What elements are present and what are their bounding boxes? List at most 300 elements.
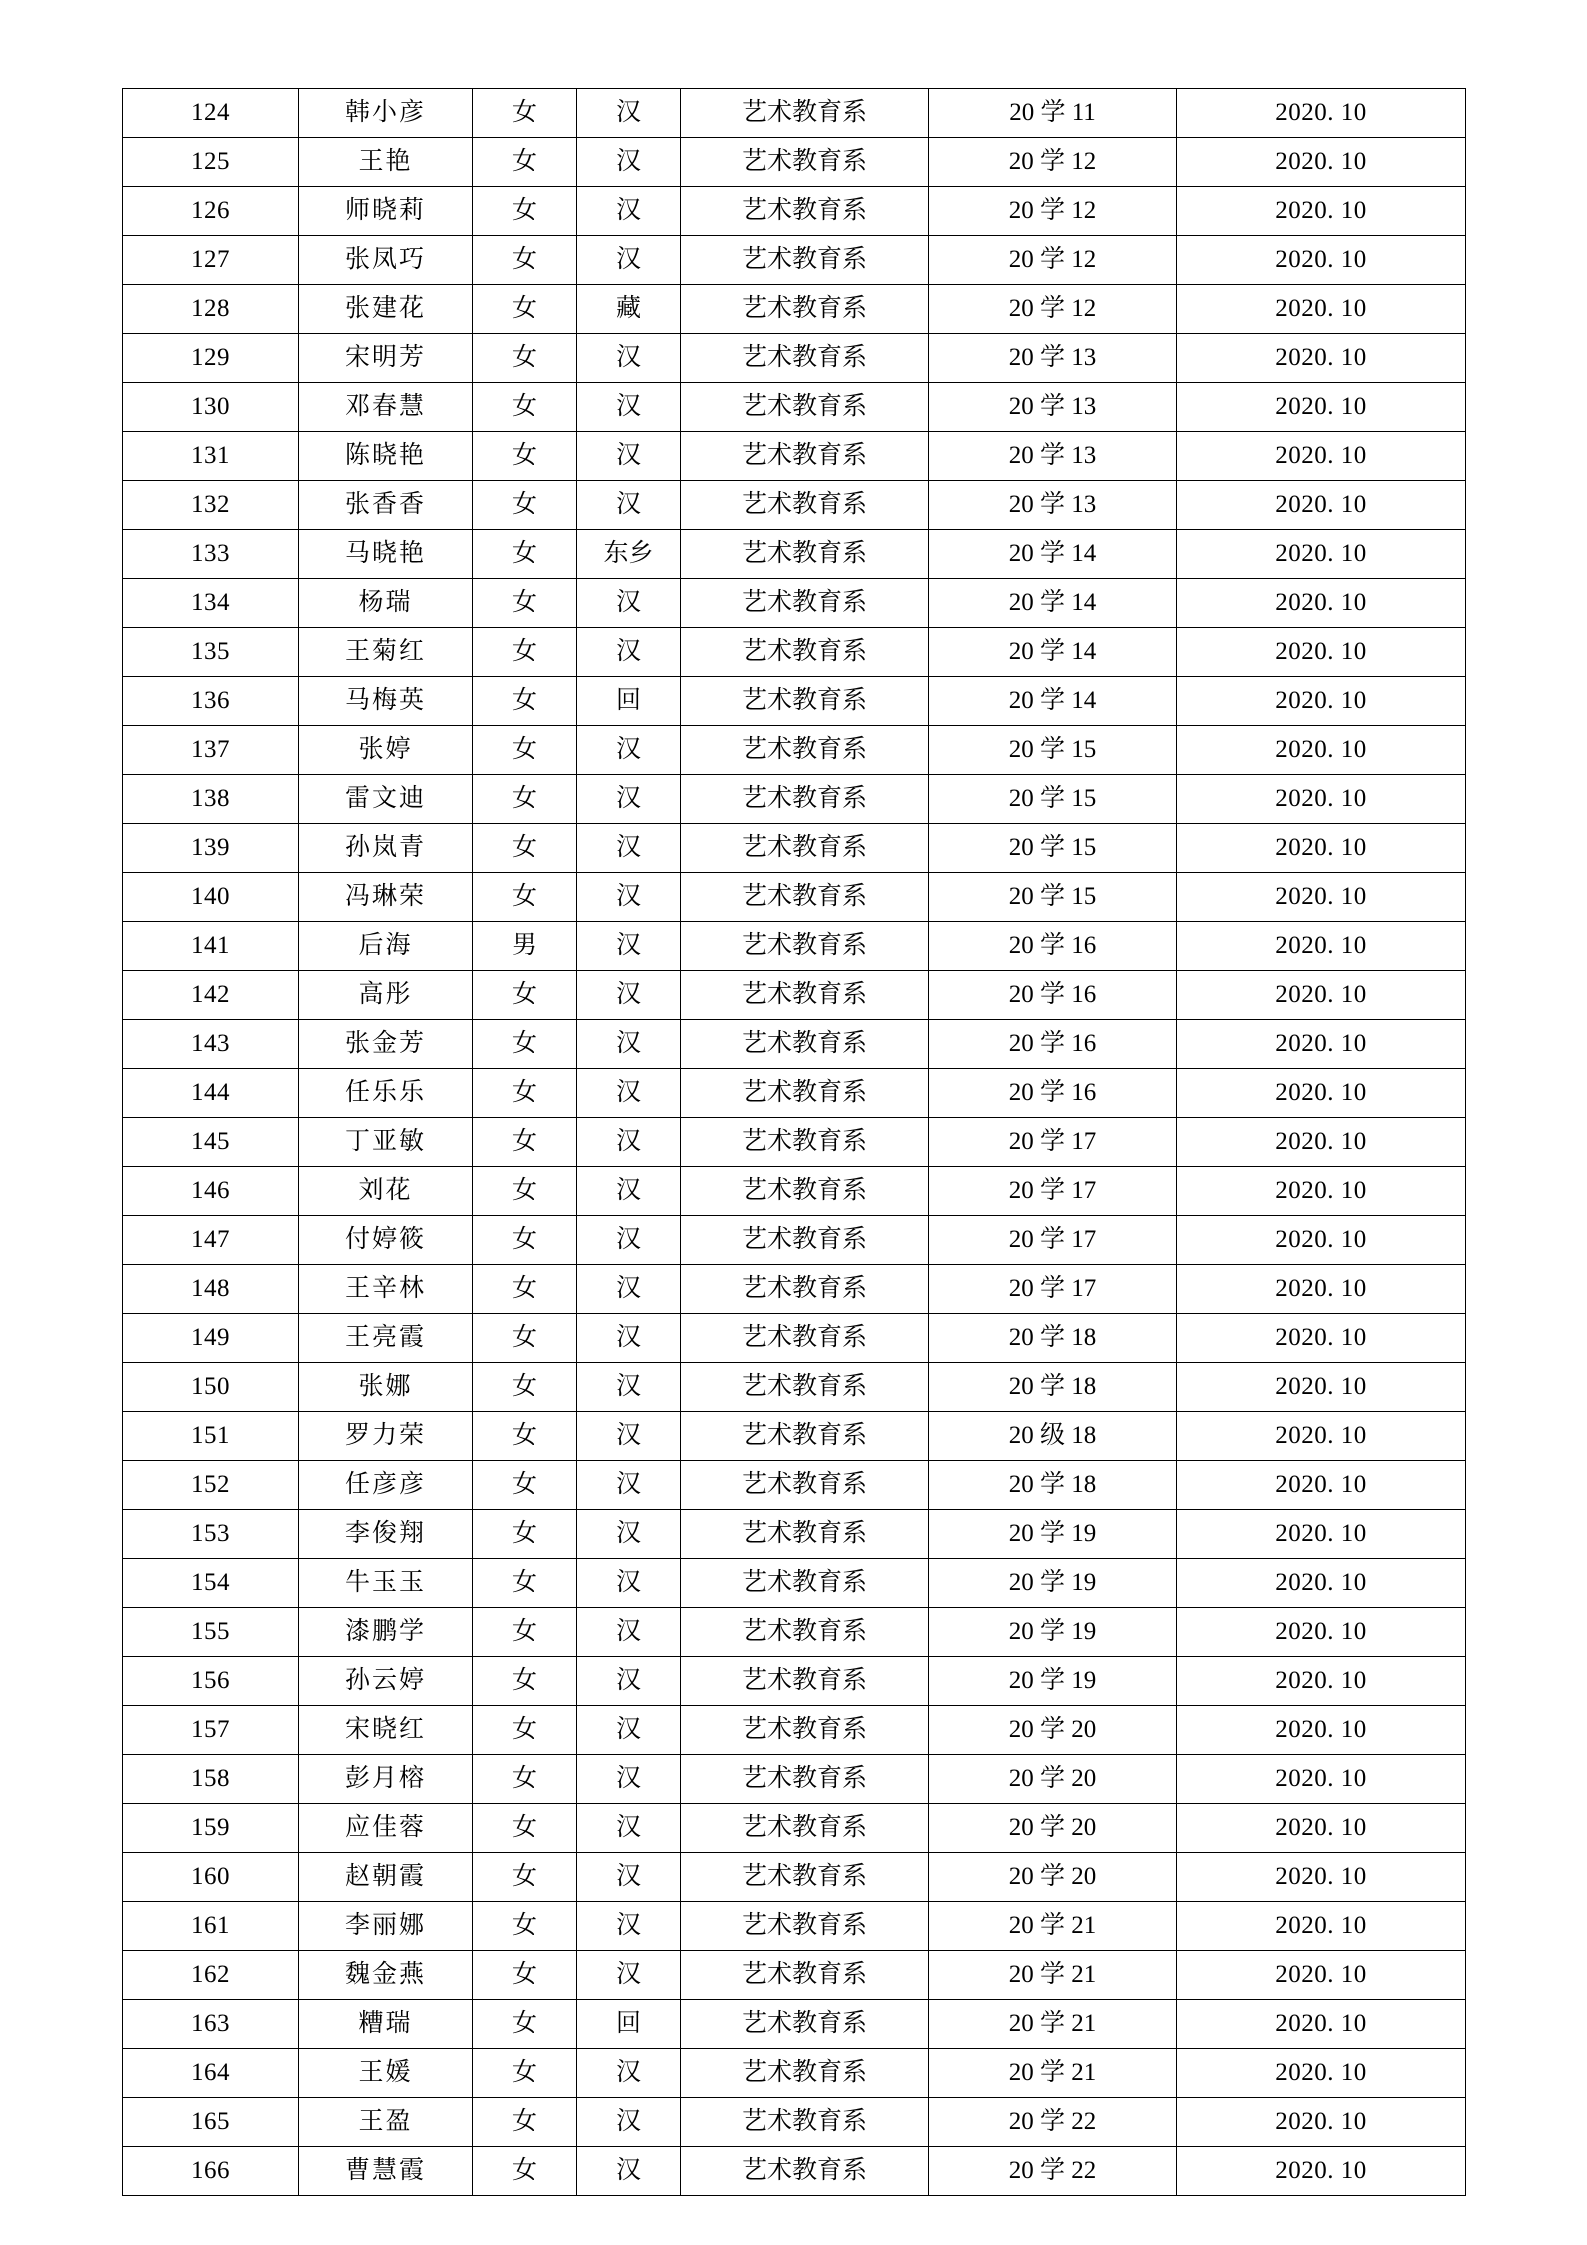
row-date: 2020. 10 xyxy=(1177,1902,1466,1951)
table-row xyxy=(123,2049,1466,2098)
row-index: 160 xyxy=(123,1853,299,1902)
row-index: 147 xyxy=(123,1216,299,1265)
table-row xyxy=(123,1020,1466,1069)
row-index: 163 xyxy=(123,2000,299,2049)
row-department: 艺术教育系 xyxy=(681,922,929,971)
row-gender: 女 xyxy=(473,2000,577,2049)
row-date: 2020. 10 xyxy=(1177,1020,1466,1069)
row-name: 冯琳荣 xyxy=(299,873,473,922)
row-ethnicity: 汉 xyxy=(577,1265,681,1314)
row-date: 2020. 10 xyxy=(1177,1657,1466,1706)
row-name: 丁亚敏 xyxy=(299,1118,473,1167)
row-ethnicity: 汉 xyxy=(577,89,681,138)
row-date: 2020. 10 xyxy=(1177,1265,1466,1314)
row-ethnicity: 回 xyxy=(577,2000,681,2049)
row-class: 20 学 19 xyxy=(929,1559,1177,1608)
row-department: 艺术教育系 xyxy=(681,1412,929,1461)
row-gender: 女 xyxy=(473,383,577,432)
row-department: 艺术教育系 xyxy=(681,1755,929,1804)
row-class: 20 学 14 xyxy=(929,677,1177,726)
row-gender: 女 xyxy=(473,677,577,726)
row-name: 宋晓红 xyxy=(299,1706,473,1755)
row-date: 2020. 10 xyxy=(1177,677,1466,726)
table-row xyxy=(123,1755,1466,1804)
row-class: 20 学 18 xyxy=(929,1461,1177,1510)
row-ethnicity: 汉 xyxy=(577,334,681,383)
row-date: 2020. 10 xyxy=(1177,1314,1466,1363)
row-index: 135 xyxy=(123,628,299,677)
table-row xyxy=(123,1069,1466,1118)
row-class: 20 学 13 xyxy=(929,334,1177,383)
row-index: 127 xyxy=(123,236,299,285)
table-row xyxy=(123,628,1466,677)
row-ethnicity: 汉 xyxy=(577,1167,681,1216)
row-name: 后海 xyxy=(299,922,473,971)
table-row xyxy=(123,1118,1466,1167)
row-index: 130 xyxy=(123,383,299,432)
row-index: 143 xyxy=(123,1020,299,1069)
row-gender: 女 xyxy=(473,2147,577,2196)
row-date: 2020. 10 xyxy=(1177,824,1466,873)
row-department: 艺术教育系 xyxy=(681,726,929,775)
row-date: 2020. 10 xyxy=(1177,1412,1466,1461)
row-class: 20 学 14 xyxy=(929,579,1177,628)
row-name: 高彤 xyxy=(299,971,473,1020)
row-department: 艺术教育系 xyxy=(681,89,929,138)
row-name: 孙岚青 xyxy=(299,824,473,873)
row-index: 155 xyxy=(123,1608,299,1657)
row-department: 艺术教育系 xyxy=(681,187,929,236)
row-department: 艺术教育系 xyxy=(681,775,929,824)
row-gender: 女 xyxy=(473,1461,577,1510)
row-class: 20 学 18 xyxy=(929,1314,1177,1363)
row-name: 罗力荣 xyxy=(299,1412,473,1461)
row-class: 20 学 17 xyxy=(929,1118,1177,1167)
row-gender: 女 xyxy=(473,1951,577,2000)
row-department: 艺术教育系 xyxy=(681,138,929,187)
row-date: 2020. 10 xyxy=(1177,726,1466,775)
row-ethnicity: 汉 xyxy=(577,138,681,187)
table-row xyxy=(123,1265,1466,1314)
row-index: 139 xyxy=(123,824,299,873)
row-index: 136 xyxy=(123,677,299,726)
row-class: 20 学 19 xyxy=(929,1657,1177,1706)
table-row xyxy=(123,2098,1466,2147)
row-class: 20 学 12 xyxy=(929,285,1177,334)
row-department: 艺术教育系 xyxy=(681,2049,929,2098)
row-department: 艺术教育系 xyxy=(681,628,929,677)
row-index: 129 xyxy=(123,334,299,383)
row-gender: 女 xyxy=(473,1363,577,1412)
row-date: 2020. 10 xyxy=(1177,187,1466,236)
row-name: 马晓艳 xyxy=(299,530,473,579)
row-date: 2020. 10 xyxy=(1177,922,1466,971)
row-index: 149 xyxy=(123,1314,299,1363)
row-name: 邓春慧 xyxy=(299,383,473,432)
row-index: 132 xyxy=(123,481,299,530)
row-ethnicity: 汉 xyxy=(577,1902,681,1951)
row-ethnicity: 回 xyxy=(577,677,681,726)
row-index: 151 xyxy=(123,1412,299,1461)
row-index: 158 xyxy=(123,1755,299,1804)
row-date: 2020. 10 xyxy=(1177,334,1466,383)
row-gender: 女 xyxy=(473,187,577,236)
row-ethnicity: 汉 xyxy=(577,1559,681,1608)
row-class: 20 学 22 xyxy=(929,2147,1177,2196)
table-row xyxy=(123,579,1466,628)
row-name: 牛玉玉 xyxy=(299,1559,473,1608)
row-date: 2020. 10 xyxy=(1177,971,1466,1020)
row-class: 20 学 16 xyxy=(929,1020,1177,1069)
row-date: 2020. 10 xyxy=(1177,383,1466,432)
row-name: 漆鹏学 xyxy=(299,1608,473,1657)
row-date: 2020. 10 xyxy=(1177,2147,1466,2196)
row-gender: 女 xyxy=(473,1559,577,1608)
row-ethnicity: 汉 xyxy=(577,628,681,677)
row-class: 20 学 21 xyxy=(929,2049,1177,2098)
table-row xyxy=(123,2147,1466,2196)
row-date: 2020. 10 xyxy=(1177,1706,1466,1755)
row-gender: 女 xyxy=(473,334,577,383)
table-row xyxy=(123,824,1466,873)
row-name: 糟瑞 xyxy=(299,2000,473,2049)
row-gender: 女 xyxy=(473,1755,577,1804)
row-name: 张建花 xyxy=(299,285,473,334)
row-class: 20 学 20 xyxy=(929,1706,1177,1755)
row-index: 124 xyxy=(123,89,299,138)
row-name: 王艳 xyxy=(299,138,473,187)
table-row xyxy=(123,1363,1466,1412)
row-index: 137 xyxy=(123,726,299,775)
row-gender: 女 xyxy=(473,1216,577,1265)
row-gender: 女 xyxy=(473,726,577,775)
row-class: 20 学 21 xyxy=(929,1902,1177,1951)
row-name: 张婷 xyxy=(299,726,473,775)
row-date: 2020. 10 xyxy=(1177,1069,1466,1118)
row-index: 150 xyxy=(123,1363,299,1412)
row-class: 20 学 20 xyxy=(929,1804,1177,1853)
table-row xyxy=(123,1951,1466,2000)
row-ethnicity: 汉 xyxy=(577,1461,681,1510)
row-date: 2020. 10 xyxy=(1177,1804,1466,1853)
row-ethnicity: 汉 xyxy=(577,383,681,432)
row-department: 艺术教育系 xyxy=(681,1902,929,1951)
row-gender: 女 xyxy=(473,432,577,481)
table-row xyxy=(123,1608,1466,1657)
row-date: 2020. 10 xyxy=(1177,1461,1466,1510)
row-department: 艺术教育系 xyxy=(681,1216,929,1265)
table-row xyxy=(123,1461,1466,1510)
row-gender: 女 xyxy=(473,530,577,579)
row-index: 131 xyxy=(123,432,299,481)
row-index: 125 xyxy=(123,138,299,187)
row-index: 157 xyxy=(123,1706,299,1755)
row-index: 126 xyxy=(123,187,299,236)
table-row xyxy=(123,922,1466,971)
row-ethnicity: 汉 xyxy=(577,1608,681,1657)
row-name: 雷文迪 xyxy=(299,775,473,824)
row-date: 2020. 10 xyxy=(1177,236,1466,285)
row-ethnicity: 汉 xyxy=(577,1020,681,1069)
row-gender: 女 xyxy=(473,2098,577,2147)
row-date: 2020. 10 xyxy=(1177,1216,1466,1265)
row-gender: 女 xyxy=(473,1853,577,1902)
row-ethnicity: 汉 xyxy=(577,1216,681,1265)
row-date: 2020. 10 xyxy=(1177,138,1466,187)
row-gender: 女 xyxy=(473,1069,577,1118)
row-department: 艺术教育系 xyxy=(681,530,929,579)
row-ethnicity: 汉 xyxy=(577,2049,681,2098)
row-department: 艺术教育系 xyxy=(681,2000,929,2049)
row-date: 2020. 10 xyxy=(1177,1951,1466,2000)
row-class: 20 学 21 xyxy=(929,1951,1177,2000)
row-ethnicity: 汉 xyxy=(577,432,681,481)
row-index: 134 xyxy=(123,579,299,628)
row-ethnicity: 汉 xyxy=(577,1657,681,1706)
student-roster-table xyxy=(122,88,1466,2196)
row-name: 杨瑞 xyxy=(299,579,473,628)
table-row xyxy=(123,187,1466,236)
row-department: 艺术教育系 xyxy=(681,1559,929,1608)
row-gender: 女 xyxy=(473,628,577,677)
row-gender: 女 xyxy=(473,971,577,1020)
row-class: 20 学 17 xyxy=(929,1265,1177,1314)
row-name: 张香香 xyxy=(299,481,473,530)
row-department: 艺术教育系 xyxy=(681,579,929,628)
row-department: 艺术教育系 xyxy=(681,1951,929,2000)
row-department: 艺术教育系 xyxy=(681,236,929,285)
table-row xyxy=(123,1412,1466,1461)
row-name: 王亮霞 xyxy=(299,1314,473,1363)
row-index: 145 xyxy=(123,1118,299,1167)
row-ethnicity: 汉 xyxy=(577,1951,681,2000)
row-gender: 女 xyxy=(473,1020,577,1069)
row-date: 2020. 10 xyxy=(1177,2000,1466,2049)
row-date: 2020. 10 xyxy=(1177,873,1466,922)
row-department: 艺术教育系 xyxy=(681,334,929,383)
row-department: 艺术教育系 xyxy=(681,971,929,1020)
row-department: 艺术教育系 xyxy=(681,432,929,481)
row-department: 艺术教育系 xyxy=(681,1853,929,1902)
row-index: 164 xyxy=(123,2049,299,2098)
row-class: 20 学 14 xyxy=(929,530,1177,579)
row-department: 艺术教育系 xyxy=(681,1510,929,1559)
row-name: 曹慧霞 xyxy=(299,2147,473,2196)
row-class: 20 学 20 xyxy=(929,1853,1177,1902)
row-ethnicity: 汉 xyxy=(577,726,681,775)
row-name: 任乐乐 xyxy=(299,1069,473,1118)
row-department: 艺术教育系 xyxy=(681,1265,929,1314)
row-index: 162 xyxy=(123,1951,299,2000)
row-date: 2020. 10 xyxy=(1177,1853,1466,1902)
row-class: 20 学 13 xyxy=(929,481,1177,530)
row-department: 艺术教育系 xyxy=(681,285,929,334)
row-index: 144 xyxy=(123,1069,299,1118)
row-ethnicity: 汉 xyxy=(577,1804,681,1853)
row-name: 张凤巧 xyxy=(299,236,473,285)
row-date: 2020. 10 xyxy=(1177,432,1466,481)
row-index: 153 xyxy=(123,1510,299,1559)
table-row xyxy=(123,775,1466,824)
row-ethnicity: 汉 xyxy=(577,922,681,971)
table-row xyxy=(123,1216,1466,1265)
row-gender: 男 xyxy=(473,922,577,971)
row-gender: 女 xyxy=(473,1510,577,1559)
row-index: 138 xyxy=(123,775,299,824)
row-date: 2020. 10 xyxy=(1177,2098,1466,2147)
row-ethnicity: 汉 xyxy=(577,1853,681,1902)
row-ethnicity: 汉 xyxy=(577,481,681,530)
row-gender: 女 xyxy=(473,1804,577,1853)
table-row xyxy=(123,971,1466,1020)
row-department: 艺术教育系 xyxy=(681,1706,929,1755)
row-ethnicity: 汉 xyxy=(577,2147,681,2196)
row-name: 韩小彦 xyxy=(299,89,473,138)
row-name: 李俊翔 xyxy=(299,1510,473,1559)
row-index: 166 xyxy=(123,2147,299,2196)
table-row xyxy=(123,334,1466,383)
row-name: 张金芳 xyxy=(299,1020,473,1069)
row-name: 王媛 xyxy=(299,2049,473,2098)
row-ethnicity: 汉 xyxy=(577,1755,681,1804)
table-row xyxy=(123,530,1466,579)
row-index: 141 xyxy=(123,922,299,971)
row-department: 艺术教育系 xyxy=(681,1608,929,1657)
row-date: 2020. 10 xyxy=(1177,628,1466,677)
row-department: 艺术教育系 xyxy=(681,1461,929,1510)
row-department: 艺术教育系 xyxy=(681,2098,929,2147)
row-gender: 女 xyxy=(473,138,577,187)
row-class: 20 学 11 xyxy=(929,89,1177,138)
row-date: 2020. 10 xyxy=(1177,1559,1466,1608)
table-row xyxy=(123,1559,1466,1608)
row-department: 艺术教育系 xyxy=(681,1020,929,1069)
row-name: 赵朝霞 xyxy=(299,1853,473,1902)
row-class: 20 学 12 xyxy=(929,236,1177,285)
table-row xyxy=(123,432,1466,481)
row-ethnicity: 汉 xyxy=(577,1118,681,1167)
table-row xyxy=(123,726,1466,775)
row-department: 艺术教育系 xyxy=(681,677,929,726)
row-gender: 女 xyxy=(473,1657,577,1706)
row-department: 艺术教育系 xyxy=(681,1314,929,1363)
row-index: 140 xyxy=(123,873,299,922)
row-gender: 女 xyxy=(473,873,577,922)
row-date: 2020. 10 xyxy=(1177,1755,1466,1804)
row-name: 陈晓艳 xyxy=(299,432,473,481)
row-date: 2020. 10 xyxy=(1177,1363,1466,1412)
row-class: 20 学 16 xyxy=(929,922,1177,971)
row-index: 133 xyxy=(123,530,299,579)
table-row xyxy=(123,1804,1466,1853)
row-name: 宋明芳 xyxy=(299,334,473,383)
row-department: 艺术教育系 xyxy=(681,383,929,432)
table-row xyxy=(123,481,1466,530)
table-row xyxy=(123,236,1466,285)
row-name: 彭月榕 xyxy=(299,1755,473,1804)
row-date: 2020. 10 xyxy=(1177,579,1466,628)
row-ethnicity: 东乡 xyxy=(577,530,681,579)
row-name: 李丽娜 xyxy=(299,1902,473,1951)
table-row xyxy=(123,2000,1466,2049)
row-index: 146 xyxy=(123,1167,299,1216)
row-name: 孙云婷 xyxy=(299,1657,473,1706)
row-gender: 女 xyxy=(473,579,577,628)
table-row xyxy=(123,138,1466,187)
row-index: 154 xyxy=(123,1559,299,1608)
row-name: 刘花 xyxy=(299,1167,473,1216)
table-row xyxy=(123,1853,1466,1902)
row-class: 20 学 21 xyxy=(929,2000,1177,2049)
table-row xyxy=(123,285,1466,334)
row-department: 艺术教育系 xyxy=(681,2147,929,2196)
row-index: 165 xyxy=(123,2098,299,2147)
table-row xyxy=(123,677,1466,726)
row-gender: 女 xyxy=(473,1265,577,1314)
row-ethnicity: 汉 xyxy=(577,873,681,922)
table-row xyxy=(123,1902,1466,1951)
row-name: 应佳蓉 xyxy=(299,1804,473,1853)
row-name: 师晓莉 xyxy=(299,187,473,236)
row-date: 2020. 10 xyxy=(1177,1118,1466,1167)
row-gender: 女 xyxy=(473,1706,577,1755)
row-class: 20 学 15 xyxy=(929,824,1177,873)
table-row xyxy=(123,1510,1466,1559)
row-name: 任彦彦 xyxy=(299,1461,473,1510)
row-date: 2020. 10 xyxy=(1177,1510,1466,1559)
row-department: 艺术教育系 xyxy=(681,1657,929,1706)
row-gender: 女 xyxy=(473,775,577,824)
row-ethnicity: 汉 xyxy=(577,187,681,236)
row-department: 艺术教育系 xyxy=(681,873,929,922)
table-row xyxy=(123,1706,1466,1755)
row-class: 20 学 15 xyxy=(929,873,1177,922)
row-department: 艺术教育系 xyxy=(681,824,929,873)
row-index: 156 xyxy=(123,1657,299,1706)
row-ethnicity: 汉 xyxy=(577,1412,681,1461)
row-department: 艺术教育系 xyxy=(681,1118,929,1167)
row-date: 2020. 10 xyxy=(1177,1608,1466,1657)
row-gender: 女 xyxy=(473,285,577,334)
row-department: 艺术教育系 xyxy=(681,481,929,530)
row-index: 161 xyxy=(123,1902,299,1951)
row-name: 马梅英 xyxy=(299,677,473,726)
table-row xyxy=(123,1314,1466,1363)
row-name: 王菊红 xyxy=(299,628,473,677)
row-class: 20 学 13 xyxy=(929,383,1177,432)
row-ethnicity: 汉 xyxy=(577,1363,681,1412)
row-class: 20 学 12 xyxy=(929,187,1177,236)
row-class: 20 学 15 xyxy=(929,726,1177,775)
row-index: 159 xyxy=(123,1804,299,1853)
row-gender: 女 xyxy=(473,1902,577,1951)
row-class: 20 学 14 xyxy=(929,628,1177,677)
table-row xyxy=(123,383,1466,432)
row-class: 20 学 17 xyxy=(929,1167,1177,1216)
row-date: 2020. 10 xyxy=(1177,481,1466,530)
row-name: 王盈 xyxy=(299,2098,473,2147)
row-gender: 女 xyxy=(473,1118,577,1167)
row-gender: 女 xyxy=(473,1608,577,1657)
row-ethnicity: 汉 xyxy=(577,1314,681,1363)
table-row xyxy=(123,1657,1466,1706)
row-date: 2020. 10 xyxy=(1177,2049,1466,2098)
row-class: 20 学 17 xyxy=(929,1216,1177,1265)
row-department: 艺术教育系 xyxy=(681,1069,929,1118)
row-department: 艺术教育系 xyxy=(681,1363,929,1412)
row-ethnicity: 汉 xyxy=(577,1510,681,1559)
row-name: 付婷筱 xyxy=(299,1216,473,1265)
